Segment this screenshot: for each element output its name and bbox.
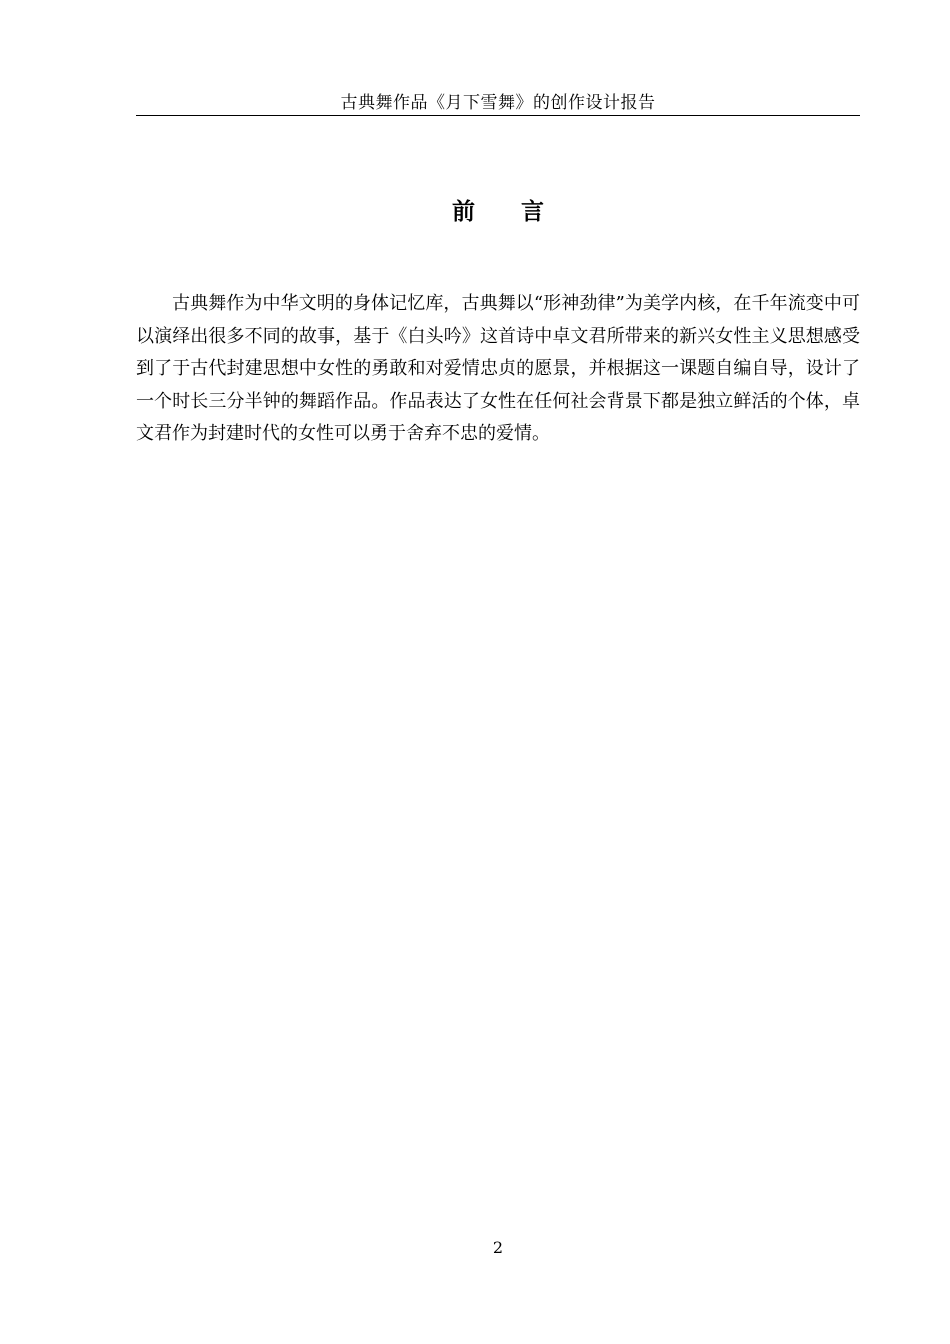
running-header bbox=[136, 92, 860, 116]
running-header-title: 古典舞作品《月下雪舞》的创作设计报告 bbox=[340, 93, 656, 113]
section-title bbox=[136, 196, 860, 228]
header-rule bbox=[136, 115, 860, 116]
section-title-char-2: 言 bbox=[521, 199, 544, 225]
body-paragraph: 古典舞作为中华文明的身体记忆库，古典舞以“形神劲律”为美学内核，在千年流变中可以演绎出很多不同的故事，基于《白头吟》这首诗中卓文君所带来的新兴女性主义思想感受到了于古代封建思想中女性的勇敢和对爱情忠贞的愿景，并根据这一课题自编自导，设计了一个时长三分半钟的舞蹈作品。作品表达了女性在任何社会背景下都是独立鲜活的个体，卓文君作为封建时代的女性可以勇于舍弃不忠的爱情。 bbox=[136, 293, 860, 444]
page-number: 2 bbox=[492, 1238, 504, 1257]
section-title-char-1: 前 bbox=[452, 199, 475, 225]
